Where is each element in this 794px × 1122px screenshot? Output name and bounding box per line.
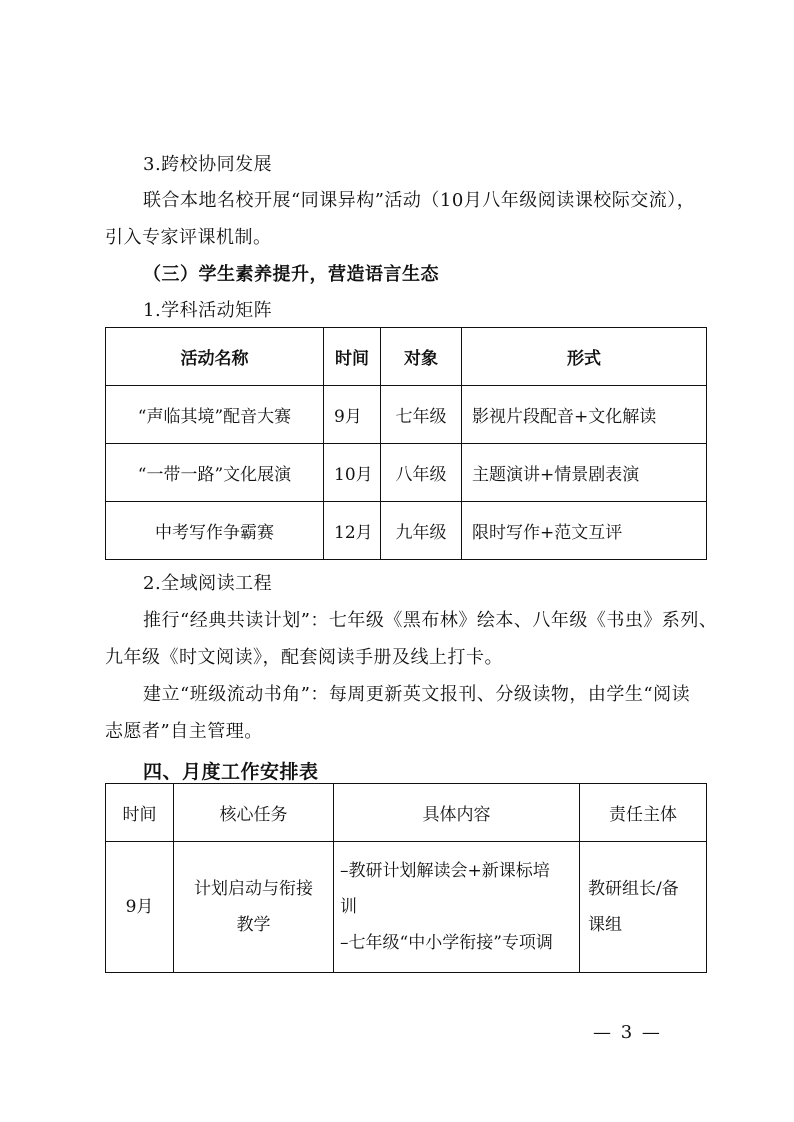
section-heading-monthly-schedule: 四、月度工作安排表 [143,761,319,783]
paragraph-line: 志愿者”自主管理。 [105,721,263,742]
paragraph-line: 引入专家评课机制。 [105,227,272,248]
table-row [106,502,707,560]
table-cell-format: 主题演讲+情景剧表演 [462,444,707,502]
table-cell-owner [580,842,707,973]
section-heading-student-literacy: （三）学生素养提升，营造语言生态 [143,264,439,285]
table-header-cell: 形式 [462,328,707,386]
table-header-row [106,784,707,842]
table-cell-content [334,842,580,973]
task-line: 计划启动与衔接 [194,879,313,899]
subsection-heading-reading-project: 2.全域阅读工程 [143,573,273,594]
owner-line: 教研组长/备 [588,879,679,899]
subsection-heading-activity-matrix: 1.学科活动矩阵 [143,300,273,321]
table-cell-activity: “一带一路”文化展演 [106,444,324,502]
table-cell-target: 七年级 [381,386,462,444]
paragraph-line: 建立“班级流动书角”：每周更新英文报刊、分级读物，由学生“阅读 [143,684,691,705]
table-header-cell: 具体内容 [334,784,580,842]
table-header-cell: 活动名称 [106,328,324,386]
table-row [106,842,707,973]
subsection-heading-cross-school: 3.跨校协同发展 [143,154,273,175]
content-line: –教研计划解读会+新课标培 [340,861,550,881]
table-cell-time [106,842,174,973]
page-number: — 3 — [593,1022,662,1043]
table-header-cell: 时间 [106,784,174,842]
table-cell-time: 10月 [324,444,381,502]
content-line: –七年级“中小学衔接”专项调 [340,933,553,953]
table-cell-target: 八年级 [381,444,462,502]
owner-line: 课组 [588,915,622,935]
content-line: 训 [340,897,357,917]
table-header-cell: 对象 [381,328,462,386]
table-header-row [106,328,707,386]
activity-table [105,327,707,560]
table-cell-activity: 中考写作争霸赛 [106,502,324,560]
monthly-schedule-table [105,783,707,973]
table-cell-target: 九年级 [381,502,462,560]
table-cell-activity: “声临其境”配音大赛 [106,386,324,444]
table-row [106,386,707,444]
table-row [106,444,707,502]
table-header-cell: 核心任务 [174,784,334,842]
table-cell-time: 9月 [324,386,381,444]
table-header-cell: 时间 [324,328,381,386]
table-header-cell: 责任主体 [580,784,707,842]
paragraph-line: 联合本地名校开展“同课异构”活动（10月八年级阅读课校际交流）， [143,190,696,211]
table-cell-format: 影视片段配音+文化解读 [462,386,707,444]
table-cell-format: 限时写作+范文互评 [462,502,707,560]
paragraph-line: 推行“经典共读计划”：七年级《黑布林》绘本、八年级《书虫》系列、 [143,610,718,631]
time-text: 9月 [125,897,154,917]
paragraph-line: 九年级《时文阅读》，配套阅读手册及线上打卡。 [105,647,503,668]
task-line: 教学 [236,915,271,935]
table-cell-time: 12月 [324,502,381,560]
table-cell-task [174,842,334,973]
